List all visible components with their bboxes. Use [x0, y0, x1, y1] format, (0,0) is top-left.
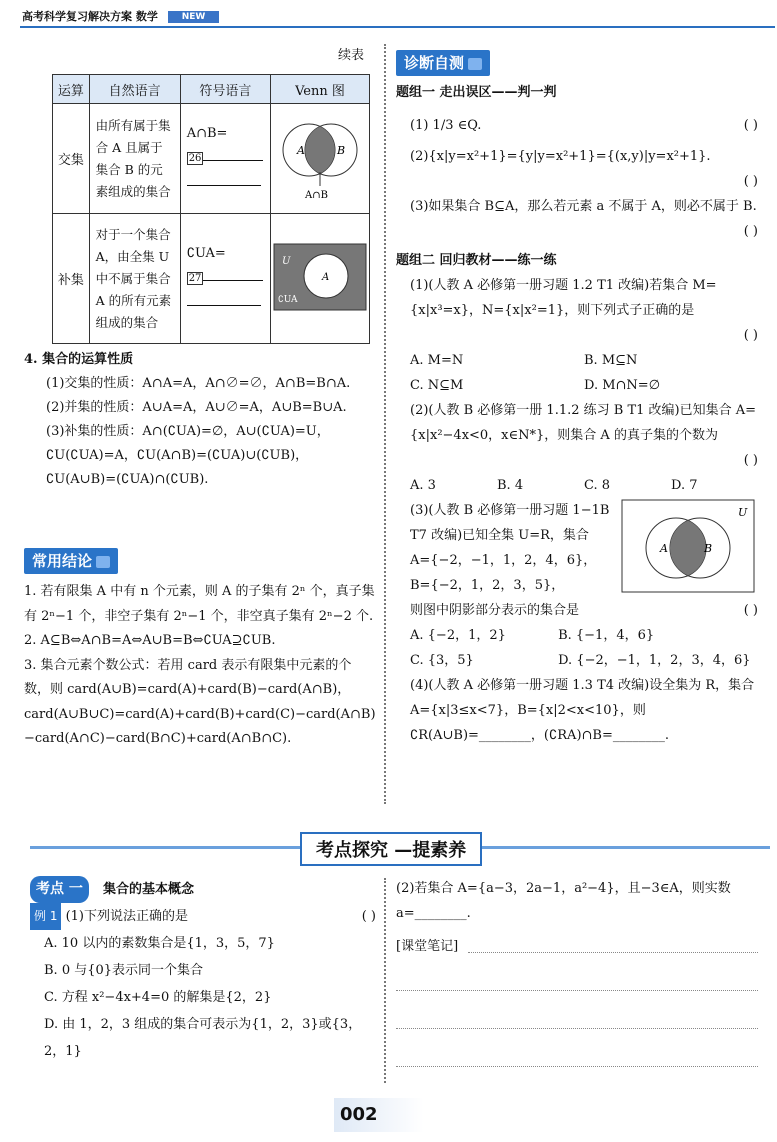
question-text: (1)(人教 A 必修第一册习题 1.2 T1 改编)若集合 M={x|x³=x}，N={x|x²=1}，则下列式子正确的是 — [410, 278, 717, 318]
question-text: (3)(人教 B 必修第一册习题 1−1B T7 改编)已知全集 U=R，集合 A={−2，−1，1，2，4，6}，B={−2，1，2，3，5}， — [410, 503, 610, 593]
conclusions-tag — [24, 548, 118, 575]
svg-text:B: B — [337, 143, 346, 157]
question-text: (4)(人教 A 必修第一册习题 1.3 T4 改编)设全集为 R，集合 A={x|3≤x<7}，B={x|2<x<10}，则∁R(A∪B)=________，(∁RA)∩B=________. — [410, 678, 755, 743]
answer-paren[interactable]: ( ) — [743, 453, 758, 468]
band-title: 考点探究 —提素养 — [300, 832, 482, 866]
answer-blank[interactable] — [187, 305, 261, 306]
blank-number: 26 — [188, 153, 202, 164]
diag-block — [396, 80, 758, 748]
note-line[interactable] — [396, 1065, 758, 1067]
symbol-text: ∁UA= — [186, 246, 226, 261]
venn-caption: A∩B — [305, 189, 328, 201]
option[interactable]: C. N⊆M — [410, 378, 464, 393]
property-item: (3)补集的性质：A∩(∁UA)=∅，A∪(∁UA)=U，∁U(∁UA)=A，∁U(A∩B)=(∁UA)∪(∁UB)，∁U(A∪B)=(∁UA)∩(∁UB). — [46, 424, 330, 487]
option[interactable]: B. {−1，4，6} — [558, 628, 655, 643]
answer-paren[interactable]: ( ) — [743, 603, 758, 618]
option[interactable]: C. 8 — [584, 478, 611, 493]
option[interactable]: B. 4 — [497, 478, 524, 493]
option[interactable]: A. {−2，1，2} — [410, 628, 506, 643]
column-divider — [384, 44, 386, 804]
kaodian-title: 集合的基本概念 — [103, 882, 195, 897]
note-line[interactable] — [396, 989, 758, 991]
answer-paren[interactable]: ( ) — [743, 328, 758, 343]
judge-item: (1) 1/3 ∈Q. — [410, 118, 482, 133]
set-operation-table — [52, 74, 370, 344]
judge-item: (3)如果集合 B⊆A，那么若元素 a 不属于 A，则必不属于 B. — [410, 199, 757, 214]
note-line[interactable] — [468, 951, 758, 953]
op-name: 交集 — [53, 104, 90, 214]
group-2-title: 题组二 回归教材——练一练 — [396, 253, 557, 268]
notes-label: [课堂笔记] — [396, 939, 459, 954]
answer-paren[interactable]: ( ) — [743, 224, 758, 239]
exercise-right — [396, 876, 758, 1067]
conclusions-title: 常用结论 — [32, 552, 93, 570]
svg-text:B: B — [704, 542, 713, 555]
exercise-block — [30, 876, 376, 1065]
natural-text: 对于一个集合 A，由全集 U 中不属于集合 A 的所有元素组成的集合 — [89, 214, 180, 344]
properties-title: 4. 集合的运算性质 — [24, 352, 134, 367]
th-symbol: 符号语言 — [180, 75, 270, 104]
group-1-title: 题组一 走出误区——判一判 — [396, 85, 557, 100]
conclusion-item: 1. 若有限集 A 中有 n 个元素，则 A 的子集有 2ⁿ 个，真子集有 2ⁿ−1 个，非空子集有 2ⁿ−1 个，非空真子集有 2ⁿ−2 个. — [24, 584, 375, 624]
svg-text:U: U — [738, 506, 748, 519]
question-text: (2)若集合 A={a−3，2a−1，a²−4}，且−3∈A，则实数 a=________. — [396, 881, 731, 921]
th-natural: 自然语言 — [89, 75, 180, 104]
option[interactable]: B. 0 与{0}表示同一个集合 — [44, 963, 204, 978]
diag-title: 诊断自测 — [404, 54, 465, 72]
option[interactable]: D. M∩N=∅ — [584, 378, 661, 393]
question-text: 则图中阴影部分表示的集合是 — [410, 603, 580, 618]
op-name: 补集 — [53, 214, 90, 344]
property-item: (1)交集的性质：A∩A=A，A∩∅=∅，A∩B=B∩A. — [46, 376, 351, 391]
judge-item: (2){x|y=x²+1}={y|y=x²+1}={(x,y)|y=x²+1}. — [410, 149, 711, 164]
kaodian-tag: 考点 一 — [30, 876, 89, 903]
option[interactable]: C. {3，5} — [410, 653, 474, 668]
conclusion-item: 3. 集合元素个数公式：若用 card 表示有限集中元素的个数，则 card(A∪B)=card(A)+card(B)−card(A∩B)，card(A∪B∪C)=card(A)+card(B)+card(C)−card(A∩B)−card(A∩C)−card(B∩C)+card(A∩B∩C). — [24, 657, 376, 746]
continued-label: 续表 — [338, 48, 365, 63]
natural-text: 由所有属于集合 A 且属于集合 B 的元素组成的集合 — [89, 104, 180, 214]
svg-text:U: U — [282, 255, 291, 267]
option[interactable]: A. M=N — [410, 353, 464, 368]
symbol-text: A∩B= — [186, 126, 228, 141]
answer-blank[interactable] — [203, 280, 263, 281]
answer-paren[interactable]: ( ) — [743, 174, 758, 189]
header-title: 高考科学复习解决方案 数学 — [22, 10, 158, 23]
example-tag: 例 1 — [30, 903, 61, 930]
section-icon — [468, 58, 482, 70]
blank-number: 27 — [188, 273, 202, 284]
option[interactable]: D. 由 1，2，3 组成的集合可表示为{1，2，3}或{3，2，1} — [44, 1017, 362, 1059]
conclusions-block — [24, 580, 376, 752]
th-op: 运算 — [53, 75, 90, 104]
answer-blank[interactable] — [187, 185, 261, 186]
diag-tag — [396, 50, 490, 77]
section-band — [20, 828, 775, 868]
running-header — [22, 8, 219, 24]
venn-caption: ∁UA — [278, 294, 298, 305]
column-divider-lower — [384, 878, 386, 1083]
new-badge: NEW — [168, 11, 220, 23]
note-line[interactable] — [396, 1027, 758, 1029]
header-rule — [20, 26, 775, 28]
svg-text:A: A — [660, 542, 668, 555]
properties-block — [24, 348, 376, 492]
option[interactable]: B. M⊆N — [584, 353, 638, 368]
answer-paren[interactable]: ( ) — [361, 909, 376, 924]
svg-text:A: A — [297, 143, 305, 157]
option[interactable]: A. 3 — [410, 478, 436, 493]
option[interactable]: C. 方程 x²−4x+4=0 的解集是{2，2} — [44, 990, 272, 1005]
venn-complement-diagram — [272, 242, 368, 312]
answer-blank[interactable] — [203, 160, 263, 161]
table-row — [53, 104, 370, 214]
option[interactable]: A. 10 以内的素数集合是{1，3，5，7} — [44, 936, 275, 951]
answer-paren[interactable]: ( ) — [743, 118, 758, 133]
option[interactable]: D. 7 — [671, 478, 698, 493]
svg-text:A: A — [322, 271, 330, 283]
venn-intersection-diagram — [275, 112, 365, 202]
page-number: 002 — [340, 1104, 378, 1125]
option[interactable]: D. {−2，−1，1，2，3，4，6} — [558, 653, 751, 668]
table-row — [53, 214, 370, 344]
question-text: (2)(人教 B 必修第一册 1.1.2 练习 B T1 改编)已知集合 A={x|x²−4x<0，x∈N*}，则集合 A 的真子集的个数为 — [410, 403, 757, 443]
property-item: (2)并集的性质：A∪A=A，A∪∅=A，A∪B=B∪A. — [46, 400, 347, 415]
venn-shaded-diagram — [620, 498, 756, 594]
conclusion-item: 2. A⊆B⇔A∩B=A⇔A∪B=B⇔∁UA⊇∁UB. — [24, 633, 276, 648]
th-venn: Venn 图 — [271, 75, 370, 104]
question-text: (1)下列说法正确的是 — [65, 909, 189, 924]
section-icon — [96, 556, 110, 568]
